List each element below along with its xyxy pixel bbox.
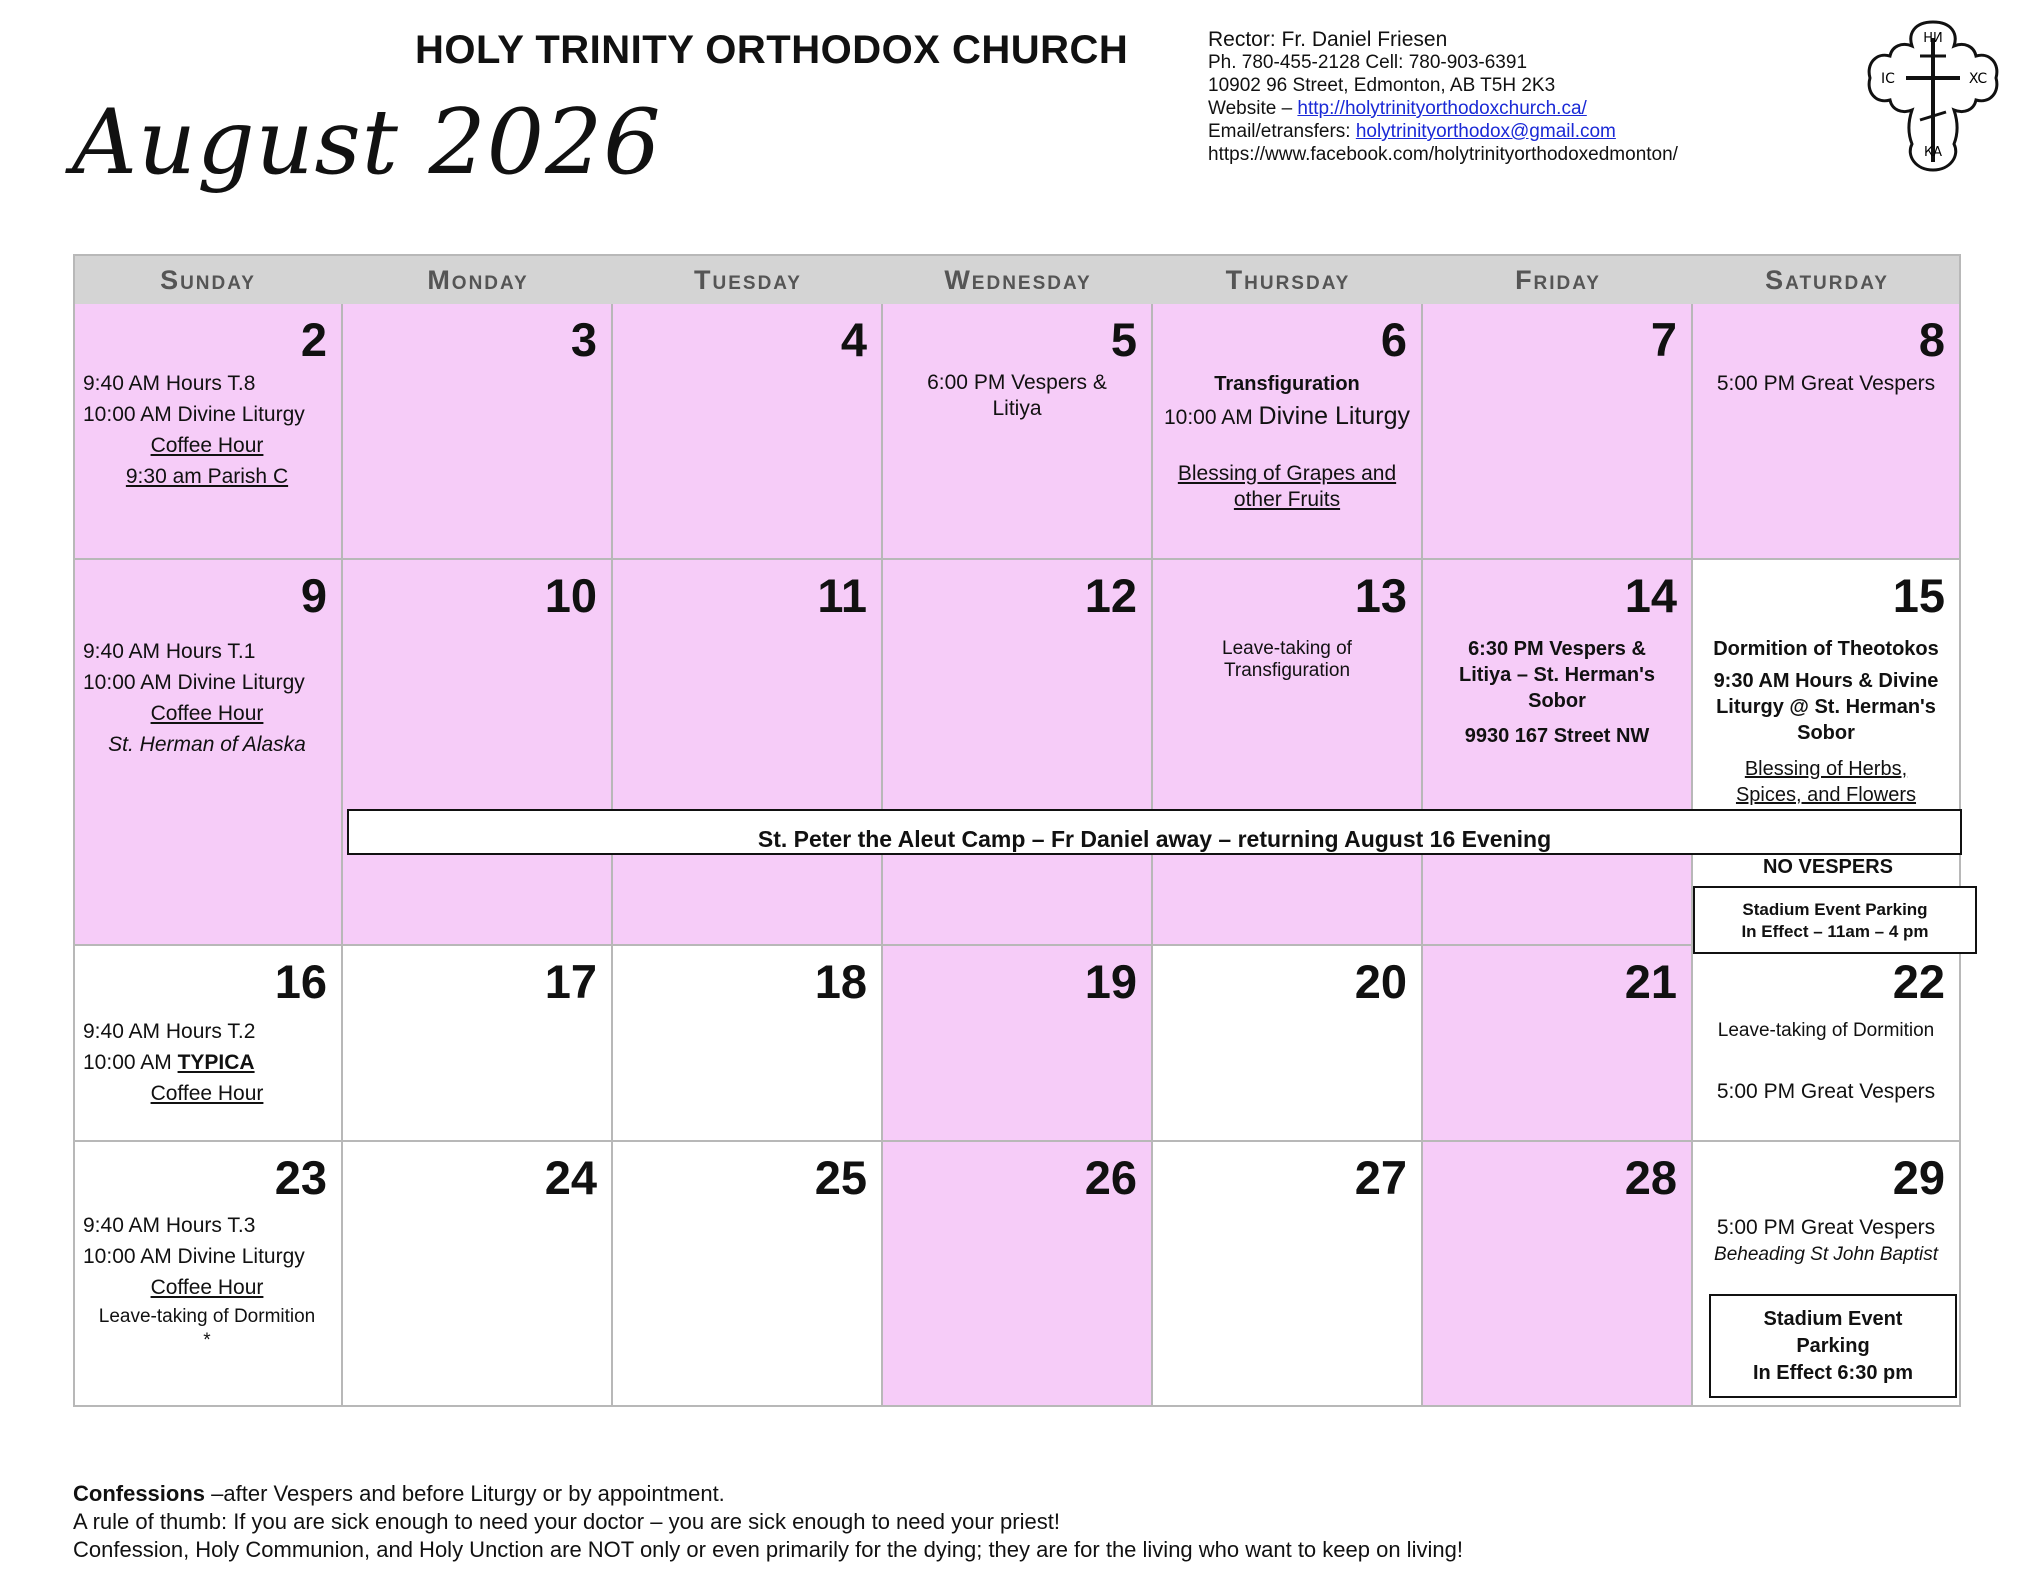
phone-line: Ph. 780-455-2128 Cell: 780-903-6391 xyxy=(1208,52,1528,73)
event-location: 9930 167 Street NW xyxy=(1464,725,1650,747)
day-cell-9[interactable] xyxy=(73,560,343,946)
day-cell-25[interactable] xyxy=(613,1142,883,1407)
event-text: Sobor xyxy=(1797,722,1855,744)
day-number: 29 xyxy=(1892,1151,1945,1204)
confessions-line xyxy=(73,1480,1463,1508)
day-number: 26 xyxy=(1084,1151,1137,1204)
confessions-label: Confessions xyxy=(73,1481,206,1506)
event-text: Spices, and Flowers xyxy=(1735,784,1917,806)
event-title: Divine Liturgy xyxy=(1258,402,1410,430)
event-text: Leave-taking of Dormition xyxy=(98,1306,316,1327)
event-text: Sobor xyxy=(1528,690,1586,712)
event-text: * xyxy=(203,1330,211,1351)
day-cell-14[interactable] xyxy=(1423,560,1693,946)
parish-link[interactable]: 9:30 am Parish C xyxy=(125,465,289,488)
camp-banner: St. Peter the Aleut Camp – Fr Daniel away – returning August 16 Evening xyxy=(347,809,1962,855)
event-text: 10:00 AM Divine Liturgy xyxy=(83,671,305,694)
day-cell-4[interactable] xyxy=(613,304,883,560)
event-text xyxy=(83,432,331,460)
day-cell-21[interactable] xyxy=(1423,946,1693,1142)
coffee-hour-link[interactable]: Coffee Hour xyxy=(150,1082,264,1105)
emblem-letters-left: IC xyxy=(1881,71,1895,87)
day-cell-7[interactable] xyxy=(1423,304,1693,560)
event-text: 9:40 AM Hours T.2 xyxy=(83,1020,256,1043)
weekday-tuesday: Tuesday xyxy=(694,265,802,295)
day-number: 2 xyxy=(300,313,327,366)
rector-line: Rector: Fr. Daniel Friesen xyxy=(1208,28,1448,51)
emblem-letters-top: НИ xyxy=(1923,31,1943,46)
website-label: Website – xyxy=(1208,98,1298,119)
day-number: 25 xyxy=(814,1151,867,1204)
event-text: Leave-taking of Dormition xyxy=(1717,1020,1935,1041)
event-text: Leave-taking of xyxy=(1222,638,1352,659)
month-title: August 2026 xyxy=(72,90,662,195)
emblem-letters-right: XC xyxy=(1968,71,1988,87)
day-cell-18[interactable] xyxy=(613,946,883,1142)
day-number: 9 xyxy=(300,569,327,622)
day-cell-19[interactable] xyxy=(883,946,1153,1142)
event-text xyxy=(1163,402,1411,432)
sacraments-line: Confession, Holy Communion, and Holy Unction are NOT only or even primarily for the dying; they are for the living who want to keep on living! xyxy=(73,1537,1463,1562)
rule-of-thumb-line: A rule of thumb: If you are sick enough to need your doctor – you are sick enough to need your priest! xyxy=(73,1509,1060,1534)
day-number: 6 xyxy=(1380,313,1407,366)
event-text: 9:40 AM Hours T.1 xyxy=(83,640,256,663)
day-number: 20 xyxy=(1354,955,1407,1008)
website-link[interactable]: http://holytrinityorthodoxchurch.ca/ xyxy=(1297,98,1587,119)
day-number: 22 xyxy=(1892,955,1945,1008)
typica-label: TYPICA xyxy=(177,1051,255,1074)
day-cell-5[interactable] xyxy=(883,304,1153,560)
event-text: other Fruits xyxy=(1233,488,1341,511)
event-text xyxy=(83,1274,331,1302)
day-number: 18 xyxy=(814,955,867,1008)
day-number: 16 xyxy=(274,955,327,1008)
event-text: St. Herman of Alaska xyxy=(108,733,306,756)
event-text xyxy=(83,700,331,728)
day-cell-28[interactable] xyxy=(1423,1142,1693,1407)
day-cell-27[interactable] xyxy=(1153,1142,1423,1407)
event-text: 9:30 AM Hours & Divine xyxy=(1713,670,1939,692)
weekday-thursday: Thursday xyxy=(1225,265,1351,295)
event-text: Blessing of Grapes and xyxy=(1177,462,1397,485)
stadium-parking-notice xyxy=(1709,1294,1957,1398)
feast-title: Dormition of Theotokos xyxy=(1713,638,1939,660)
day-number: 28 xyxy=(1624,1151,1677,1204)
notice-line: Parking xyxy=(1796,1335,1870,1357)
event-text: 9:40 AM Hours T.3 xyxy=(83,1214,256,1237)
event-text xyxy=(83,1049,331,1077)
email-link[interactable]: holytrinityorthodox@gmail.com xyxy=(1355,121,1616,142)
event-text: 10:00 AM Divine Liturgy xyxy=(83,1245,305,1268)
day-cell-20[interactable] xyxy=(1153,946,1423,1142)
weekday-friday: Friday xyxy=(1515,265,1601,295)
day-cell-10[interactable] xyxy=(343,560,613,946)
footer-notes xyxy=(73,1480,1463,1564)
confessions-text: –after Vespers and before Liturgy or by appointment. xyxy=(205,1481,725,1506)
event-text: Litiya xyxy=(992,397,1042,420)
day-number: 3 xyxy=(570,313,597,366)
day-number: 11 xyxy=(817,569,867,622)
address-line: 10902 96 Street, Edmonton, AB T5H 2K3 xyxy=(1208,75,1556,96)
event-text: Transfiguration xyxy=(1223,660,1351,681)
event-text: 5:00 PM Great Vespers xyxy=(1716,1216,1936,1239)
coffee-hour-link[interactable]: Coffee Hour xyxy=(150,702,264,725)
day-number: 7 xyxy=(1650,313,1677,366)
weekday-sunday: Sunday xyxy=(160,265,256,295)
church-name: HOLY TRINITY ORTHODOX CHURCH xyxy=(415,28,1129,72)
notice-line: In Effect – 11am – 4 pm xyxy=(1741,922,1929,941)
event-text: 9:40 AM Hours T.8 xyxy=(83,372,256,395)
day-number: 4 xyxy=(840,313,867,366)
day-number: 14 xyxy=(1624,569,1677,622)
email-line xyxy=(1208,120,1678,143)
weekday-wednesday: Wednesday xyxy=(944,265,1092,295)
day-number: 15 xyxy=(1892,569,1945,622)
weekday-saturday: Saturday xyxy=(1765,265,1889,295)
contact-info xyxy=(1208,28,1678,166)
day-number: 21 xyxy=(1624,955,1677,1008)
event-text xyxy=(83,463,331,491)
feast-title: Transfiguration xyxy=(1214,373,1360,395)
event-text: Beheading St John Baptist xyxy=(1714,1244,1938,1265)
day-number: 19 xyxy=(1084,955,1137,1008)
day-cell-24[interactable] xyxy=(343,1142,613,1407)
day-cell-29[interactable] xyxy=(1693,1142,1961,1407)
day-cell-3[interactable] xyxy=(343,304,613,560)
day-number: 8 xyxy=(1918,313,1945,366)
event-text: Liturgy @ St. Herman's xyxy=(1716,696,1936,718)
day-cell-13[interactable] xyxy=(1153,560,1423,946)
event-text: 5:00 PM Great Vespers xyxy=(1716,372,1936,395)
event-time: 10:00 AM xyxy=(1163,406,1259,429)
no-vespers-label: NO VESPERS xyxy=(1762,856,1894,878)
day-number: 24 xyxy=(544,1151,597,1204)
event-text: 10:00 AM Divine Liturgy xyxy=(83,403,305,426)
day-cell-6[interactable] xyxy=(1153,304,1423,560)
weekday-header-row xyxy=(73,254,1961,304)
day-cell-2[interactable] xyxy=(73,304,343,560)
day-cell-16[interactable] xyxy=(73,946,343,1142)
notice-line: Stadium Event Parking xyxy=(1742,900,1928,919)
day-number: 17 xyxy=(544,955,597,1008)
event-text: 6:00 PM Vespers & xyxy=(927,371,1107,394)
event-text xyxy=(83,1080,331,1108)
day-cell-26[interactable] xyxy=(883,1142,1153,1407)
day-cell-8[interactable] xyxy=(1693,304,1961,560)
day-cell-17[interactable] xyxy=(343,946,613,1142)
day-number: 5 xyxy=(1110,313,1137,366)
website-line xyxy=(1208,97,1678,120)
day-cell-22[interactable] xyxy=(1693,946,1961,1142)
stadium-parking-notice-15 xyxy=(1693,886,1977,954)
day-number: 27 xyxy=(1354,1151,1407,1204)
day-cell-23[interactable] xyxy=(73,1142,343,1407)
emblem-letters-bottom: КА xyxy=(1923,145,1943,160)
day-cell-12[interactable] xyxy=(883,560,1153,946)
notice-line: Stadium Event xyxy=(1763,1308,1903,1330)
facebook-line: https://www.facebook.com/holytrinityorthodoxedmonton/ xyxy=(1208,144,1678,165)
coffee-hour-link[interactable]: Coffee Hour xyxy=(150,1276,264,1299)
event-text: Blessing of Herbs, xyxy=(1744,758,1908,780)
coffee-hour-link[interactable]: Coffee Hour xyxy=(150,434,264,457)
event-time: 10:00 AM xyxy=(83,1051,178,1074)
day-number: 13 xyxy=(1354,569,1407,622)
event-text: 6:30 PM Vespers & xyxy=(1468,638,1646,660)
orthodox-cross-emblem-icon xyxy=(1862,16,2004,176)
event-text: 5:00 PM Great Vespers xyxy=(1716,1080,1936,1103)
day-number: 12 xyxy=(1084,569,1137,622)
event-text: Litiya – St. Herman's xyxy=(1459,664,1655,686)
email-label: Email/etransfers: xyxy=(1208,121,1356,142)
day-number: 10 xyxy=(544,569,597,622)
notice-line: In Effect 6:30 pm xyxy=(1752,1362,1914,1384)
weekday-monday: Monday xyxy=(427,265,529,295)
day-cell-11[interactable] xyxy=(613,560,883,946)
day-number: 23 xyxy=(274,1151,327,1204)
